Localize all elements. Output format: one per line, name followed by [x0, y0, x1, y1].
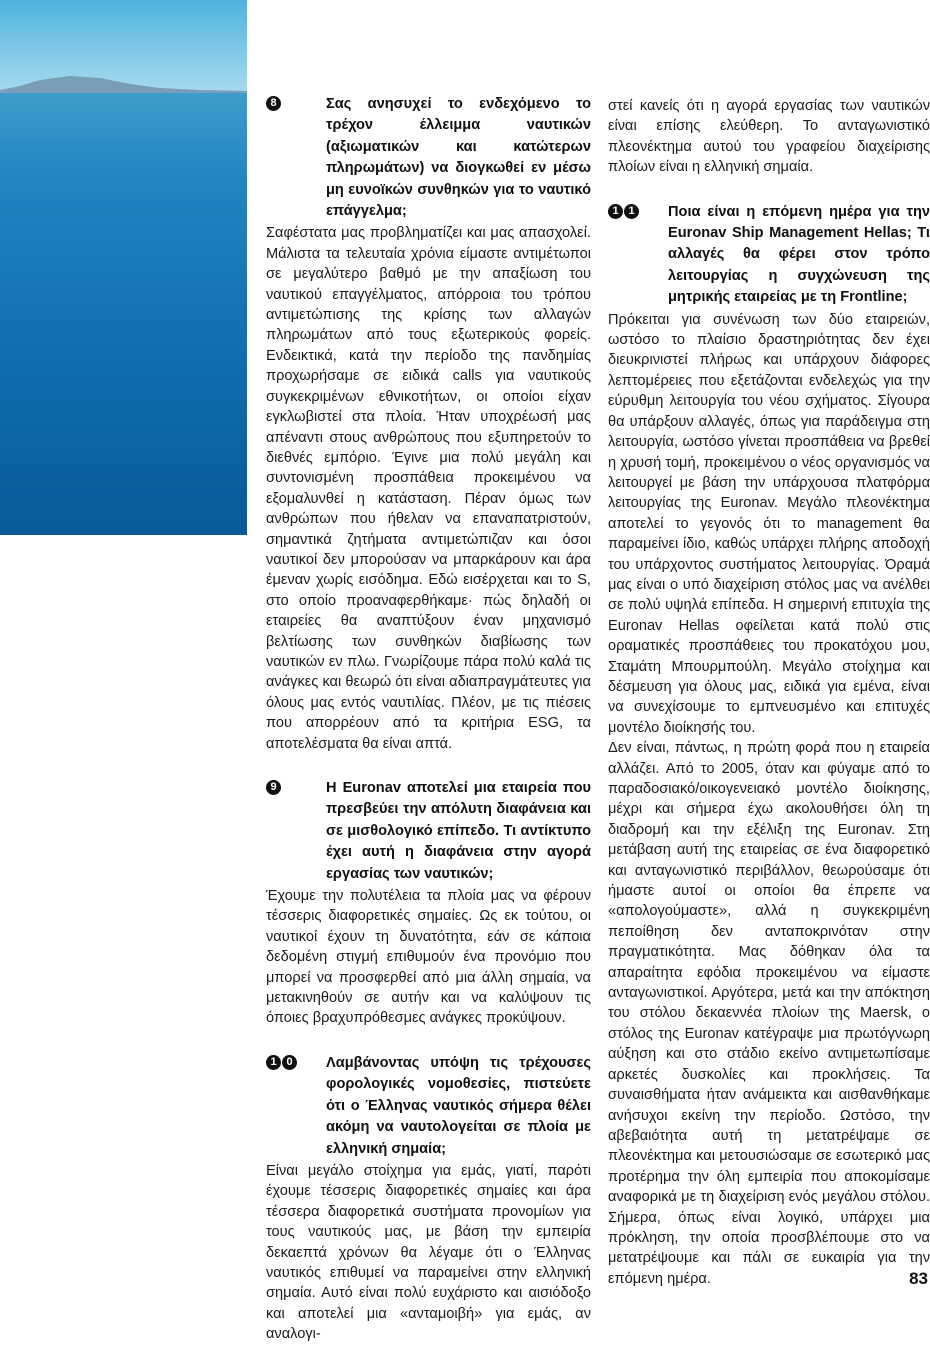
page-number: 83 — [909, 1269, 928, 1288]
answer-11-part-2: Δεν είναι, πάντως, η πρώτη φορά που η εταιρεία αλλάζει. Από το 2005, όταν και φύγαμε από το παραδοσιακό/οικογενειακό μοντέλο διοίκησης, μέχρι και σήμερα έχω ακολουθήσει όλη τη διαδρομή και την εξέλιξη της Euronav. Στη μετάβαση αυτή της εταιρείας σε ένα διαφορετικό και ανταγωνιστικό περιβάλλον, θεωρούσαμε ότι ήμαστε αυτοί οι οποίοι θα έπρεπε να «απολογούμαστε», αλλά η συγκεκριμένη πεποίθηση δεν ανταποκρινόταν στην πραγματικότητα. Μας δόθηκαν όλα τα απαραίτητα εφόδια προκειμένου να είμαστε ανταγωνιστικοί. Αργότερα, μετά και την απόκτηση του στόλου δεκαεννέα πλοίων της Maersk, ο στόλος της Euronav κατέγραψε μια πρωτόγνωρη αύξηση και στο στάδιο εκείνο αντιμετωπίσαμε αρκετές δυσκολίες και προκλήσεις. Τα συναισθήματα ήταν ανάμεικτα και αισθανθήκαμε ανήσυχοι εκείνη την περίοδο. Ωστόσο, την αβεβαιότητα αυτή τη μετατρέψαμε σε πλεονέκτημα και μετουσιώσαμε σε εσωτερικό μας προτέρημα την όλη εμπειρία που αποκομίσαμε αναφορικά με τη διαχείριση ενός μεγάλου στόλου. Σήμερα, όπως είναι λογικό, υπάρχει μια πρόκληση, την οποία προσβλέπουμε στο να μετατρέψουμε και πάλι σε ευκαιρία για την επόμενη ημέρα. — [608, 740, 930, 1287]
question-8: 8 Σας ανησυχεί το ενδεχόμενο το τρέχον έλλειμμα ναυτικών (αξιωματικών και κατώτερων πληρωμάτων) να διογκωθεί εν μέσω μη ευνοϊκών συνθηκών για το ναυτικό επάγγελμα; — [266, 94, 591, 222]
question-number-badge: 8 — [266, 96, 281, 112]
question-10: 1 0 Λαμβάνοντας υπόψη τις τρέχουσες φορολογικές νομοθεσίες, πιστεύετε ότι ο Έλληνας ναυτικός σήμερα θέλει ακόμη να ναυτολογείται σε πλοία με ελληνική σημαία; — [266, 1053, 591, 1160]
question-11: 1 1 Ποια είναι η επόμενη ημέρα για την Euronav Ship Management Hellas; Τι αλλαγές θα φέρει στον τρόπο λειτουργίας η συγχώνευση της μητρικής εταιρείας με τη Frontline; — [608, 202, 930, 309]
sea-photo — [0, 0, 247, 535]
answer-10-continuation: στεί κανείς ότι η αγορά εργασίας των ναυτικών είναι επίσης ελεύθερη. Το ανταγωνιστικό πλεονέκτημα αυτού του γραφείου διαχείρισης πλοίων είναι η ελληνική σημαία. — [608, 98, 930, 176]
qa-9 — [266, 778, 591, 1029]
question-number-badge: 1 0 — [266, 1055, 297, 1071]
qa-11 — [608, 202, 930, 1290]
answer-11: Πρόκειται για συνένωση των δύο εταιρειών, ωστόσο το πλαίσιο δραστηριότητας δεν έχει διευκρινιστεί πλήρως και υπάρχουν διάφορες λεπτομέρειες που εξετάζονται ενδελεχώς για την εύρυθμη λειτουργία του νέου σχήματος. Σίγουρα θα υπάρξουν αλλαγές, όπως για παράδειγμα στη λειτουργία, ωστόσο γίνεται προσπάθεια να βρεθεί η χρυσή τομή, προκειμένου ο νέος οργανισμός να λειτουργεί με βάση την υπάρχουσα πλατφόρμα λειτουργίας της Euronav. Μεγάλο πλεονέκτημα αποτελεί το γεγονός ότι το management θα παραμείνει ίδιο, καθώς υπάρχει πλήρης αποδοχή του υπάρχοντος συστήματος λειτουργίας. Όραμά μας είναι ο υπό διαχείριση στόλος μας να ανέλθει σε πολύ υψηλά επίπεδα. Η σημερινή επιτυχία της Euronav Hellas οφείλεται κατά πολύ στις οραματικές προσπάθειες του προκατόχου μου, Σταμάτη Μπουρμπούλη. Μεγάλο στοίχημα και δέσμευση για όλους μας, ειδικά για εμένα, είναι να συνεχίσουμε το εμπνευσμένο και επιτυχές μοντέλο διοίκησής του. — [608, 311, 930, 736]
right-column — [608, 96, 930, 1289]
answer-10: Είναι μεγάλο στοίχημα για εμάς, γιατί, παρότι έχουμε τέσσερις διαφορετικές σημαίες και άρα τέσσερα διαφορετικά συστήματα προνομίων για τους ναυτικούς μας, με βάση την εμπειρία δεκαεπτά χρόνων θα λέγαμε ότι ο Έλληνας ναυτικός επιθυμεί να παραμείνει στην ελληνική σημαία. Αυτό είναι πολύ ευχάριστο και αισιόδοξο και αποτελεί μια «ανταμοιβή» για εμάς, αν αναλογι- — [266, 1162, 591, 1343]
left-column — [266, 94, 591, 1345]
qa-10 — [266, 1053, 591, 1345]
qa-8 — [266, 94, 591, 754]
question-number-badge: 9 — [266, 780, 281, 796]
question-number-badge: 1 1 — [608, 204, 639, 220]
answer-8: Σαφέστατα μας προβληματίζει και μας απασχολεί. Μάλιστα τα τελευταία χρόνια είμαστε αντιμέτωποι σε μεγαλύτερο βαθμό με την απαξίωση του ναυτικού επαγγέλματος, απόρροια του τρόπου αντιμετώπισης της κρίσης των αλλαγών πληρωμάτων από τους εξωτερικούς φορείς. Ενδεικτικά, κατά την περίοδο της πανδημίας προχωρήσαμε σε ειδικά calls για ναυτικούς συγκεκριμένων εθνικοτήτων, οι οποίοι είχαν εγκλωβιστεί στα πλοία. Ήταν υποχρέωσή μας απέναντι στους ανθρώπους που εξυπηρετούν το διεθνές εμπόριο. Έγινε μια πολύ μεγάλη και συντονισμένη προσπάθεια προκειμένου να εξομαλυνθεί η κατάσταση. Πέραν όμως των ανθρώπων που ήθελαν να επαναπατριστούν, σημαντικά ζητήματα αντιμετώπιζαν και όσοι ναυτικοί δεν μπορούσαν να μπαρκάρουν και άρα έμεναν χωρίς εισόδημα. Εδώ εισέρχεται και το S, στο οποίο προαναφερθήκαμε· πώς δηλαδή οι εταιρείες θα αναπτύξουν έναν μηχανισμό βελτίωσης των συνθηκών διαβίωσης των ναυτικών εν πλω. Γνωρίζουμε πάρα πολύ καλά τις ανάγκες και θεωρώ ότι είναι αδιαπραγμάτευτες για όλους μας εντός ναυτιλίας. Πλέον, με τις πιέσεις που απορρέουν από τα κριτήρια ESG, τα αποτελέσματα θα είναι απτά. — [266, 225, 591, 752]
question-9: 9 Η Euronav αποτελεί μια εταιρεία που πρεσβεύει την απόλυτη διαφάνεια και σε μισθολογικό επίπεδο. Τι αντίκτυπο έχει αυτή η διαφάνεια στην αγορά εργασίας των ναυτικών; — [266, 778, 591, 885]
answer-9: Έχουμε την πολυτέλεια τα πλοία μας να φέρουν τέσσερις διαφορετικές σημαίες. Ως εκ τούτου, οι ναυτικοί έχουν τη δυνατότητα, εάν σε κάποια δεδομένη στιγμή επιθυμούν ένα προνόμιο που μπορεί να προσφερθεί από μια άλλη σημαία, να μετακινηθούν σε αυτήν και να καλύψουν τις όποιες βραχυπρόθεσμες ανάγκες προκύψουν. — [266, 888, 591, 1027]
